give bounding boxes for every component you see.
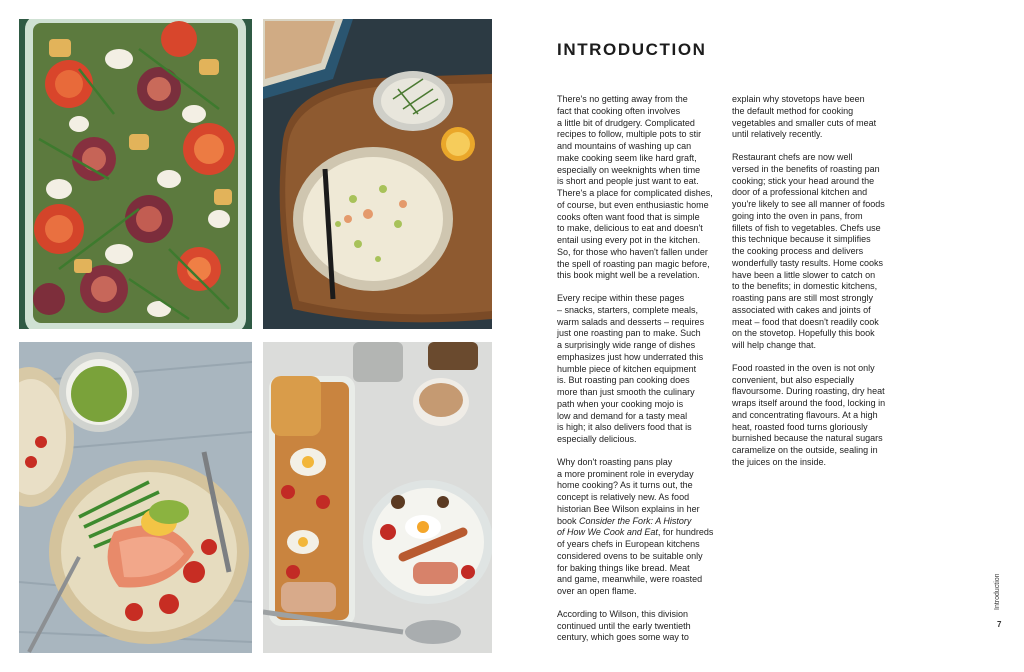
paragraph: [557, 457, 717, 598]
tomato-fig-salad-photo: [19, 19, 252, 329]
salmon-plate-photo-icon: [19, 342, 252, 653]
page-title: INTRODUCTION: [557, 40, 707, 59]
paragraph-text: , for hundreds of years chefs in European kitchens considered ovens to be suitable only for baking things like bread. Meat and game, meanwhile, were roasted over an open flame.: [557, 527, 714, 596]
fry-up-tray-photo: [263, 342, 492, 653]
paragraph: Restaurant chefs are now well versed in the benefits of roasting pan cooking; stick your head around the door of a professional kitchen and you're likely to see all manner of foods going into the oven in pans, from fillets of fish to vegetables. Chefs use this technique because it simplifies the cooking process and delivers wonderfully tasty results. Home cooks have been a little slower to catch on to the benefits; in domestic kitchens, roasting pans are still most strongly associated with cakes and joints of meat – food that doesn't readily cook on the stovetop. Hopefully this book will help change that.: [732, 152, 885, 350]
risotto-bowl-photo-icon: [263, 19, 492, 329]
paragraph: explain why stovetops have been the default method for cooking vegetables and smaller cuts of meat until relatively recently.: [732, 94, 877, 140]
book-title: Consider the Fork: A History of How We Cook and Eat: [557, 515, 692, 538]
risotto-bowl-photo: [263, 19, 492, 329]
paragraph: Every recipe within these pages – snacks, starters, complete meals, warm salads and desserts – requires just one roasting pan to make. Such a surprisingly wide range of dishes emphasizes just how underrated this humble piece of kitchen equipment is. But roasting pan cooking does more than just smooth the culinary path when your cooking mojo is low and demand for a tasty meal is high; it also delivers food that is especially delicious.: [557, 293, 705, 444]
page-number: 7: [997, 620, 1002, 629]
tomato-fig-salad-photo-icon: [19, 19, 252, 329]
text-column-right: [732, 94, 902, 480]
paragraph: According to Wilson, this division continued until the early twentieth century, which goes some way to: [557, 608, 691, 643]
text-column-left: [557, 94, 717, 655]
fry-up-tray-photo-icon: [263, 342, 492, 653]
paragraph-text: Why don't roasting pans play a more prominent role in everyday home cooking? As it turns out, the concept is relatively new. As food historian Bee Wilson explains in her book: [557, 456, 700, 526]
section-label: Introduction: [994, 573, 1001, 610]
paragraph: There's no getting away from the fact that cooking often involves a little bit of drudgery. Complicated recipes to follow, multiple pots to stir and mountains of washing up can make cooking seem like hard graft, especially on weeknights when time is short and people just want to eat. There's a place for complicated dishes, of course, but even enthusiastic home cooks often want food that is simple to make, delicious to eat and doesn't entail using every pot in the kitchen. So, for those who haven't fallen under the spell of roasting pan magic before, this book might well be a revelation.: [557, 94, 713, 281]
paragraph: Food roasted in the oven is not only convenient, but also especially flavoursome. During roasting, dry heat wraps itself around the food, locking in and concentrating flavours. At a high heat, roasted food turns gloriously burnished because the natural sugars caramelize on the outside, sealing in the juices on the inside.: [732, 362, 886, 467]
salmon-plate-photo: [19, 342, 252, 653]
